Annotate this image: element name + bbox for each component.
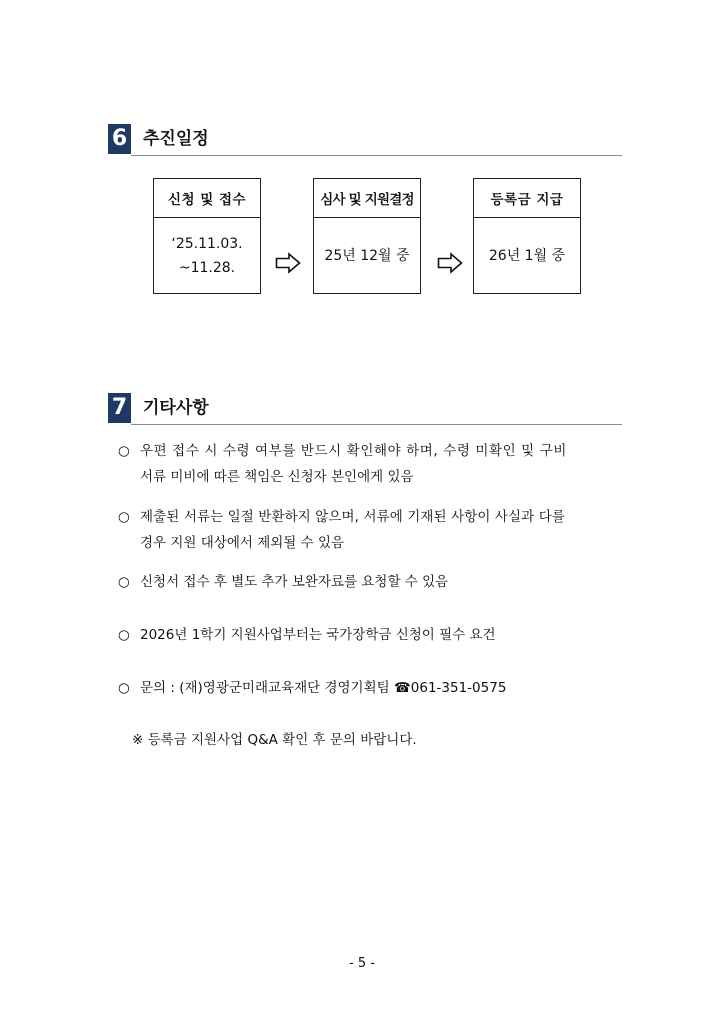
- schedule-step-review: [313, 178, 421, 294]
- item-line: 2026년 1학기 지원사업부터는 국가장학금 신청이 필수 요건: [140, 627, 496, 643]
- right-arrow-icon: [437, 252, 463, 274]
- contact-label: 문의 : (재)영광군미래교육재단 경영기획팀: [140, 680, 394, 696]
- item-line: 우편 접수 시 수령 여부를 반드시 확인해야 하며, 수령 미확인 및 구비: [140, 443, 568, 459]
- schedule-step-label: 신청 및 접수: [154, 179, 260, 218]
- schedule-step-label: 심사 및 지원결정: [314, 179, 420, 218]
- item-line: 경우 지원 대상에서 제외될 수 있음: [140, 535, 345, 551]
- circle-bullet-icon: ○: [118, 680, 130, 696]
- section-title: 기타사항: [143, 398, 209, 418]
- phone-icon: ☎: [393, 680, 411, 696]
- list-item: [118, 438, 624, 490]
- section-header-schedule: [108, 124, 622, 156]
- section-number-badge: 7: [108, 393, 131, 423]
- section-number-badge: 6: [108, 124, 131, 154]
- page-number: - 5 -: [349, 956, 375, 971]
- schedule-step-value: [474, 218, 580, 293]
- schedule-step-value: [314, 218, 420, 293]
- schedule-step-label: 등록금 지급: [474, 179, 580, 218]
- schedule-date-end: ~11.28.: [178, 259, 236, 276]
- schedule-step-payment: [473, 178, 581, 294]
- circle-bullet-icon: ○: [118, 627, 130, 643]
- list-item: [118, 622, 624, 648]
- circle-bullet-icon: ○: [118, 443, 130, 459]
- list-item-contact: [118, 675, 624, 701]
- contact-line: [140, 675, 624, 701]
- section-title: 추진일정: [143, 129, 209, 149]
- list-item: [118, 569, 624, 595]
- section-divider: [131, 424, 622, 426]
- item-line: 제출된 서류는 일절 반환하지 않으며, 서류에 기재된 사항이 사실과 다를: [140, 509, 566, 525]
- schedule-step-application: [153, 178, 261, 294]
- schedule-date: 26년 1월 중: [488, 247, 566, 264]
- schedule-date: 25년 12월 중: [324, 247, 410, 264]
- section-header-misc: [108, 393, 622, 425]
- contact-phone: 061-351-0575: [410, 680, 507, 696]
- right-arrow-icon: [275, 252, 301, 274]
- item-line: 서류 미비에 따른 책임은 신청자 본인에게 있음: [140, 469, 414, 485]
- circle-bullet-icon: ○: [118, 509, 130, 525]
- circle-bullet-icon: ○: [118, 574, 130, 590]
- schedule-step-value: [154, 218, 260, 293]
- list-item: [118, 504, 624, 556]
- note-text: ※ 등록금 지원사업 Q&A 확인 후 문의 바랍니다.: [132, 732, 417, 748]
- schedule-date-start: ‘25.11.03.: [171, 235, 243, 252]
- item-line: 신청서 접수 후 별도 추가 보완자료를 요청할 수 있음: [140, 574, 449, 590]
- section-divider: [131, 155, 622, 157]
